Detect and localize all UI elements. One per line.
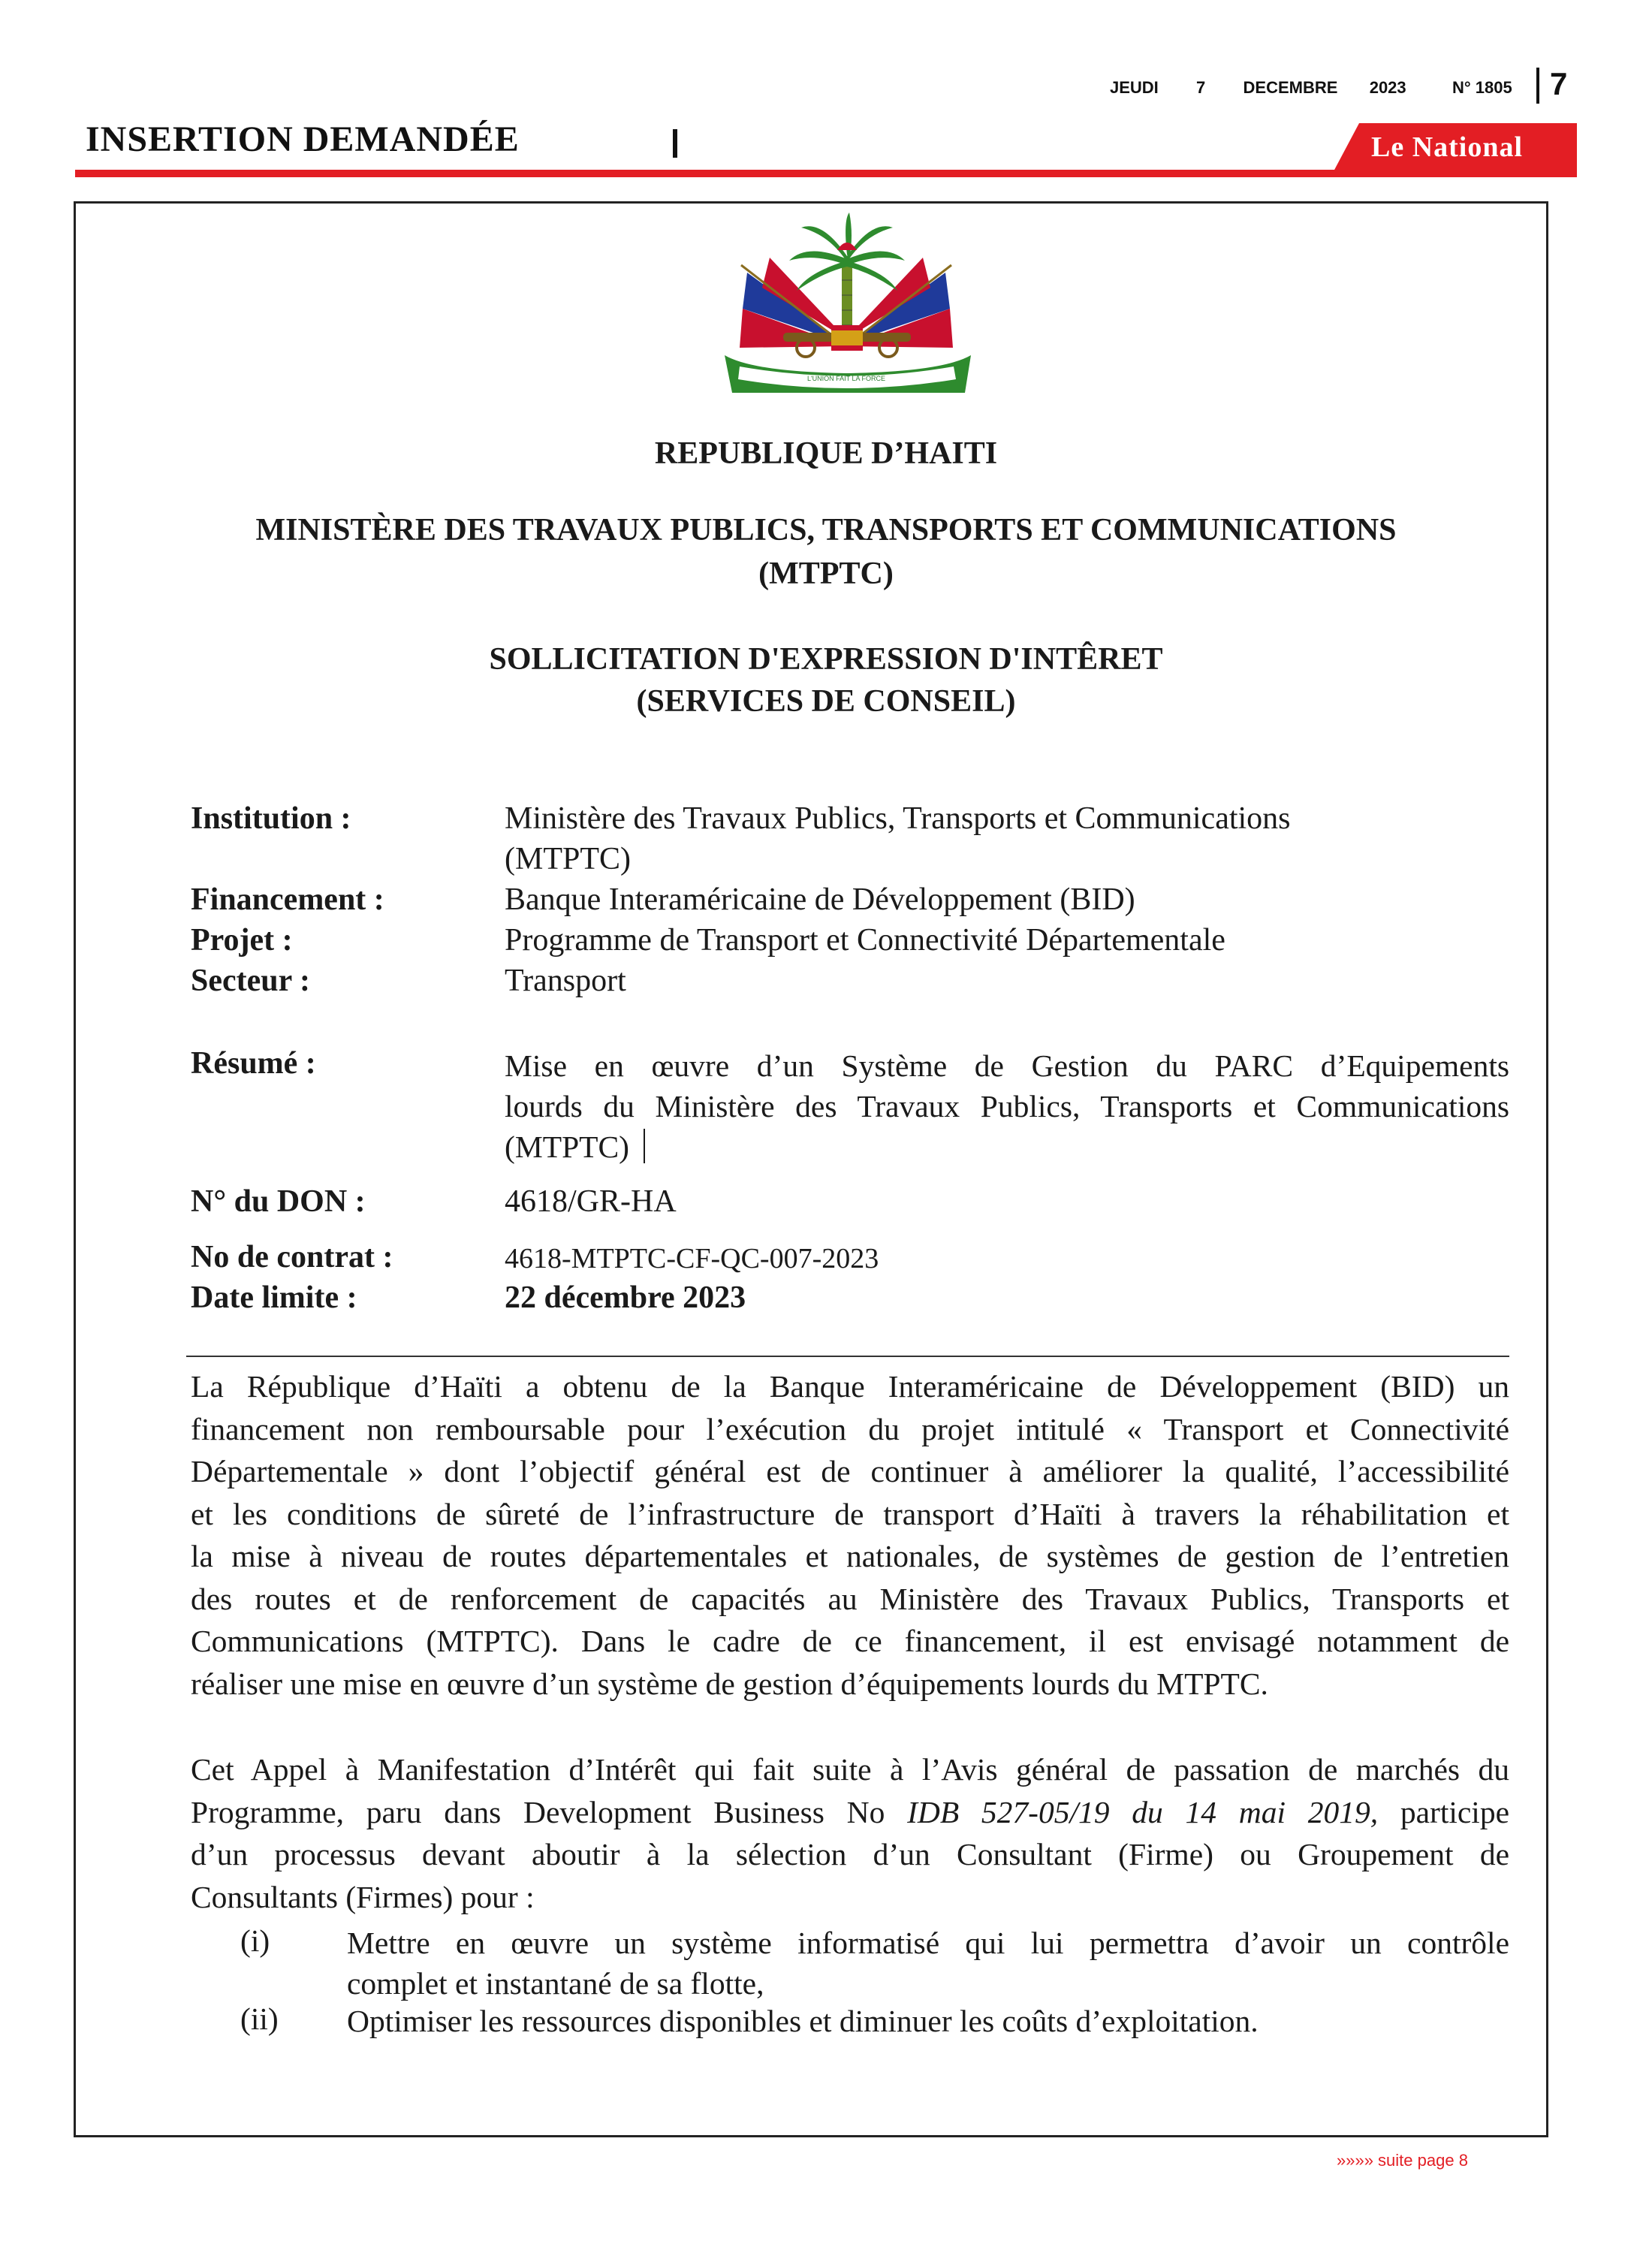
don-value: 4618/GR-HA: [505, 1184, 677, 1219]
resume-line: lourds du Ministère des Travaux Publics, Transports et Communications: [505, 1089, 1509, 1123]
paragraph-line: d’un processus devant aboutir à la sélection d’un Consultant (Firme) ou Groupement de: [191, 1837, 1509, 1871]
section-title: INSERTION DEMANDÉE: [86, 119, 520, 159]
page-number-separator: [1536, 68, 1539, 104]
country-heading: REPUBLIQUE D’HAITI: [654, 436, 998, 471]
paragraph-line: réaliser une mise en œuvre d’un système de gestion d’équipements lourds du MTPTC.: [191, 1666, 1268, 1701]
continued-link[interactable]: »»»» suite page 8: [1337, 2151, 1468, 2170]
paragraph-text: participe: [1378, 1794, 1509, 1829]
text-cursor: [644, 1129, 645, 1163]
secteur-value: Transport: [505, 964, 626, 998]
secteur-label: Secteur :: [191, 964, 310, 998]
issue-number: N° 1805: [1452, 78, 1512, 97]
list-item: [347, 1923, 1509, 2004]
list-item-line: Mettre en œuvre un système informatisé qui lui permettra d’avoir un contrôle: [347, 1926, 1509, 1960]
list-item-number: (ii): [240, 2001, 279, 2036]
ministry-heading-line1: MINISTÈRE DES TRAVAUX PUBLICS, TRANSPORTS ET COMMUNICATIONS: [255, 513, 1397, 547]
list-item: [347, 2001, 1509, 2041]
financement-value: Banque Interaméricaine de Développement (BID): [505, 882, 1135, 917]
projet-label: Projet :: [191, 923, 293, 958]
paragraph-financing: [191, 1365, 1509, 1705]
paragraph-line: des routes et de renforcement de capacités au Ministère des Travaux Publics, Transports et: [191, 1581, 1509, 1616]
coat-of-arms-emblem: [717, 213, 976, 397]
date-month: DECEMBRE: [1243, 78, 1338, 97]
header-rule: [75, 170, 1577, 177]
reference-italic: IDB 527-05/19 du 14 mai 2019,: [907, 1794, 1379, 1829]
resume-line: (MTPTC): [505, 1130, 629, 1164]
contrat-value: 4618-MTPTC-CF-QC-007-2023: [505, 1243, 879, 1274]
contrat-label: No de contrat :: [191, 1240, 393, 1274]
financement-label: Financement :: [191, 882, 384, 917]
date-limite-value: 22 décembre 2023: [505, 1280, 746, 1315]
list-item-line: complet et instantané de sa flotte,: [347, 1966, 764, 2001]
date-year: 2023: [1369, 78, 1406, 97]
newspaper-name: Le National: [1371, 131, 1524, 163]
date-limite-label: Date limite :: [191, 1280, 357, 1315]
section-divider: [186, 1356, 1509, 1357]
list-item-number: (i): [240, 1923, 270, 1958]
notice-title-line1: SOLLICITATION D'EXPRESSION D'INTÊRET: [489, 642, 1163, 677]
don-label: N° du DON :: [191, 1184, 366, 1219]
resume-label: Résumé :: [191, 1046, 316, 1081]
paragraph-line: La République d’Haïti a obtenu de la Banque Interaméricaine de Développement (BID) un: [191, 1369, 1509, 1404]
projet-value: Programme de Transport et Connectivité Départementale: [505, 923, 1225, 958]
paragraph-line: financement non remboursable pour l’exécution du projet intitulé « Transport et Connectivité: [191, 1411, 1509, 1446]
paragraph-line: et les conditions de sûreté de l’infrastructure de transport d’Haïti à travers la réhabilitation et: [191, 1496, 1509, 1531]
paragraph-line: Consultants (Firmes) pour :: [191, 1879, 535, 1914]
resume-value: [505, 1045, 1509, 1167]
institution-value-line1: Ministère des Travaux Publics, Transports et Communications: [505, 801, 1291, 836]
date-day: JEUDI: [1110, 78, 1159, 97]
title-separator: [673, 129, 677, 158]
date-day-number: 7: [1196, 78, 1206, 97]
paragraph-line: Cet Appel à Manifestation d’Intérêt qui fait suite à l’Avis général de passation de marchés du: [191, 1752, 1509, 1787]
ministry-heading-line2: (MTPTC): [758, 556, 894, 591]
paragraph-line: Départementale » dont l’objectif général est de continuer à améliorer la qualité, l’accessibilité: [191, 1454, 1509, 1488]
paragraph-expression-of-interest: [191, 1748, 1509, 1918]
notice-title-line2: (SERVICES DE CONSEIL): [636, 684, 1016, 719]
page-number: 7: [1550, 66, 1568, 101]
resume-line: Mise en œuvre d’un Système de Gestion du PARC d’Equipements: [505, 1048, 1509, 1083]
paragraph-text: Programme, paru dans Development Business No: [191, 1794, 908, 1829]
list-item-line: Optimiser les ressources disponibles et diminuer les coûts d’exploitation.: [347, 2004, 1259, 2038]
paragraph-line: [191, 1791, 1509, 1834]
paragraph-line: Communications (MTPTC). Dans le cadre de ce financement, il est envisagé notamment de: [191, 1624, 1509, 1658]
paragraph-line: la mise à niveau de routes départementales et nationales, de systèmes de gestion de l’entretien: [191, 1539, 1509, 1573]
emblem-motto: L'UNION FAIT LA FORCE: [806, 375, 886, 382]
institution-value-line2: (MTPTC): [505, 842, 631, 876]
institution-label: Institution :: [191, 801, 351, 836]
issue-date: [1110, 78, 1406, 98]
